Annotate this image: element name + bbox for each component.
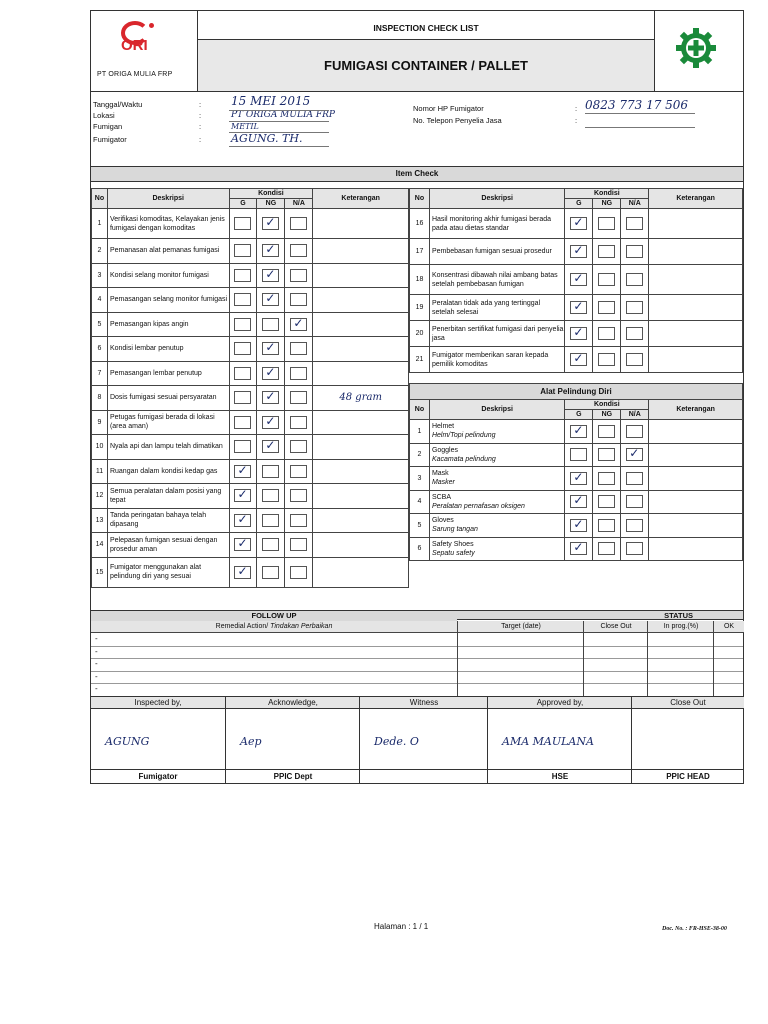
condition-not-good-checked-checkbox[interactable] (262, 440, 279, 453)
row-description-en: Goggles (431, 446, 459, 454)
row-description: Fumigator memberikan saran kepada pemilik komoditas (429, 347, 565, 373)
condition-not-good-checked-checkbox[interactable] (262, 217, 279, 230)
condition-not-good-checkbox[interactable] (262, 489, 279, 502)
condition-not-good-checkbox[interactable] (598, 273, 615, 286)
condition-not-good-checked-checkbox[interactable] (262, 293, 279, 306)
col-ket: Keterangan (313, 189, 409, 209)
condition-good-checkbox[interactable] (234, 244, 251, 257)
signature-box (359, 697, 488, 783)
row-number: 11 (92, 459, 108, 484)
remedial-label-id: Tindakan Perbaikan (270, 623, 333, 630)
page-title: FUMIGASI CONTAINER / PALLET (198, 40, 654, 91)
condition-good-checked-checkbox[interactable] (570, 425, 587, 438)
ok-header: OK (713, 621, 744, 633)
condition-na-checkbox[interactable] (626, 519, 643, 532)
fumigant-value: METIL (231, 122, 259, 131)
row-description: Verifikasi komoditas, Kelayakan jenis fumigasi dengan komoditas (107, 209, 229, 239)
row-remark (313, 557, 409, 587)
condition-na-checkbox[interactable] (626, 353, 643, 366)
row-number: 5 (410, 514, 430, 538)
condition-not-good-checkbox[interactable] (598, 542, 615, 555)
table-row (410, 514, 743, 538)
condition-not-good-checkbox[interactable] (598, 245, 615, 258)
condition-na-checkbox[interactable] (290, 566, 307, 579)
row-remark (313, 361, 409, 386)
row-description: Petugas fumigasi berada di lokasi (area aman) (107, 410, 229, 435)
row-description-id: Helm/Topi pelindung (431, 432, 496, 440)
apd-col-na: N/A (621, 410, 649, 420)
signature-role: Close Out (632, 697, 744, 709)
table-row (410, 420, 743, 444)
row-remark (649, 420, 743, 444)
table-row (410, 209, 743, 239)
row-number: 6 (410, 537, 430, 561)
table-row (92, 209, 409, 239)
row-description: Pemanasan alat pemanas fumigasi (107, 239, 229, 264)
table-row (410, 467, 743, 491)
row-remark (649, 443, 743, 467)
row-remark (313, 508, 409, 533)
col-na: N/A (621, 199, 649, 209)
apd-col-kondisi: Kondisi (565, 400, 649, 410)
apd-col-desc: Deskripsi (429, 400, 564, 420)
row-description-en: Mask (431, 470, 449, 478)
info-label-date: Tanggal/Waktu (93, 100, 143, 109)
row-description: Pemasangan selang monitor fumigasi (107, 288, 229, 313)
condition-good-checkbox[interactable] (234, 367, 251, 380)
follow-up-row (91, 658, 743, 672)
condition-good-checkbox[interactable] (234, 318, 251, 331)
signature-section (91, 696, 743, 783)
location-value: PT ORIGA MULIA FRP (231, 110, 335, 120)
row-number: 10 (92, 435, 108, 460)
table-row (92, 459, 409, 484)
col-g: G (565, 199, 593, 209)
row-description: Dosis fumigasi sesuai persyaratan (107, 386, 229, 411)
row-remark (313, 337, 409, 362)
table-row (92, 410, 409, 435)
row-description: Fumigator menggunakan alat pelindung diri yang sesuai (107, 557, 229, 587)
table-row (410, 443, 743, 467)
row-remark (313, 410, 409, 435)
condition-not-good-checkbox[interactable] (262, 318, 279, 331)
row-number: 9 (92, 410, 108, 435)
condition-good-checked-checkbox[interactable] (570, 495, 587, 508)
col-desc: Deskripsi (429, 189, 565, 209)
row-description: Tanda peringatan bahaya telah dipasang (107, 508, 229, 533)
condition-na-checkbox[interactable] (290, 489, 307, 502)
row-number: 14 (92, 533, 108, 558)
follow-up-row (91, 646, 743, 660)
row-number: 7 (92, 361, 108, 386)
table-row (410, 537, 743, 561)
follow-up-section (91, 610, 743, 696)
condition-good-checked-checkbox[interactable] (234, 465, 251, 478)
col-g: G (229, 199, 257, 209)
condition-good-checkbox[interactable] (234, 269, 251, 282)
row-remark (649, 321, 743, 347)
row-number: 15 (92, 557, 108, 587)
row-number: 4 (92, 288, 108, 313)
condition-na-checkbox[interactable] (626, 301, 643, 314)
safety-gear-cross-icon (675, 27, 717, 69)
date-value: 15 MEI 2015 (231, 94, 311, 108)
row-description (429, 537, 564, 561)
row-description: Pembebasan fumigan sesuai prosedur (429, 239, 565, 265)
signature-box (91, 697, 225, 783)
row-number: 17 (410, 239, 430, 265)
table-row (410, 295, 743, 321)
info-label-phone-fumigator: Nomor HP Fumigator (413, 104, 484, 113)
signature-handwritten: AGUNG (105, 735, 150, 748)
in-prog-header: In prog.(%) (647, 621, 714, 633)
condition-na-checkbox[interactable] (290, 440, 307, 453)
row-remark (649, 239, 743, 265)
row-remark (313, 533, 409, 558)
row-description-en: Helmet (431, 423, 455, 431)
col-ng: NG (257, 199, 285, 209)
condition-not-good-checkbox[interactable] (598, 301, 615, 314)
table-row (92, 484, 409, 509)
col-kondisi: Kondisi (229, 189, 313, 199)
follow-up-row (91, 633, 743, 647)
signature-box (487, 697, 632, 783)
row-number: 6 (92, 337, 108, 362)
condition-not-good-checkbox[interactable] (262, 538, 279, 551)
row-number: 18 (410, 265, 430, 295)
signature-handwritten: Aep (240, 735, 262, 748)
condition-good-checkbox[interactable] (234, 391, 251, 404)
row-remark (313, 209, 409, 239)
table-row (92, 361, 409, 386)
condition-not-good-checked-checkbox[interactable] (262, 269, 279, 282)
table-row (92, 337, 409, 362)
condition-good-checkbox[interactable] (570, 448, 587, 461)
condition-na-checkbox[interactable] (290, 416, 307, 429)
target-header: Target (date) (457, 621, 584, 633)
table-row (92, 312, 409, 337)
row-description: Pemasangan lembar penutup (107, 361, 229, 386)
follow-up-row-dash: - (95, 684, 98, 693)
title-block (198, 11, 654, 91)
signature-role: Approved by, (488, 697, 632, 709)
condition-na-checked-checkbox[interactable] (290, 318, 307, 331)
condition-good-checked-checkbox[interactable] (234, 566, 251, 579)
condition-not-good-checked-checkbox[interactable] (262, 367, 279, 380)
signature-title: Fumigator (91, 769, 225, 783)
col-no: No (92, 189, 108, 209)
row-number: 2 (92, 239, 108, 264)
close-out-header: Close Out (583, 621, 648, 633)
condition-na-checkbox[interactable] (626, 217, 643, 230)
condition-good-checked-checkbox[interactable] (570, 353, 587, 366)
row-remark (649, 537, 743, 561)
signature-title (360, 769, 488, 783)
follow-up-row-dash: - (95, 659, 98, 668)
item-check-table-left (91, 188, 409, 588)
signature-title: HSE (488, 769, 632, 783)
condition-not-good-checkbox[interactable] (598, 425, 615, 438)
item-check-title: Item Check (91, 166, 743, 182)
page-number: Halaman : 1 / 1 (374, 922, 429, 931)
signature-role: Witness (360, 697, 488, 709)
signature-box (225, 697, 360, 783)
table-row (92, 508, 409, 533)
row-description: Pemasangan kipas angin (107, 312, 229, 337)
row-remark (313, 459, 409, 484)
condition-good-checked-checkbox[interactable] (234, 489, 251, 502)
condition-na-checkbox[interactable] (290, 367, 307, 380)
info-section: Tanggal/Waktu Lokasi Fumigan Fumigator : : : : 15 MEI 2015 PT ORIGA MULIA FRP METIL AGUNG. TH. Nomor HP Fumigator No. Telepon Penyelia Jasa : : 0823 773 17 506 (91, 91, 743, 172)
condition-good-checkbox[interactable] (234, 293, 251, 306)
table-row (92, 263, 409, 288)
condition-good-checked-checkbox[interactable] (570, 245, 587, 258)
condition-na-checkbox[interactable] (626, 273, 643, 286)
condition-na-checkbox[interactable] (290, 538, 307, 551)
signature-role: Acknowledge, (226, 697, 360, 709)
col-kondisi: Kondisi (565, 189, 649, 199)
row-remark (313, 312, 409, 337)
follow-up-title: FOLLOW UP (91, 610, 457, 622)
condition-good-checkbox[interactable] (234, 217, 251, 230)
apd-col-g: G (565, 410, 593, 420)
company-name: PT ORIGA MULIA FRP (97, 71, 173, 78)
remedial-header (91, 621, 457, 633)
row-number: 3 (410, 467, 430, 491)
table-row (410, 490, 743, 514)
company-logo-block (91, 11, 198, 91)
row-description-en: Safety Shoes (431, 540, 474, 548)
row-description: Pelepasan fumigan sesuai dengan prosedur aman (107, 533, 229, 558)
condition-not-good-checkbox[interactable] (598, 448, 615, 461)
follow-up-row-dash: - (95, 634, 98, 643)
ori-logo-dot-icon (149, 23, 154, 28)
condition-good-checkbox[interactable] (234, 440, 251, 453)
condition-na-checkbox[interactable] (290, 465, 307, 478)
follow-up-row (91, 671, 743, 685)
condition-na-checkbox[interactable] (290, 514, 307, 527)
row-remark (649, 467, 743, 491)
row-description-id: Masker (431, 479, 455, 487)
condition-not-good-checkbox[interactable] (262, 514, 279, 527)
table-row (92, 288, 409, 313)
col-ng: NG (593, 199, 621, 209)
row-description: Ruangan dalam kondisi kedap gas (107, 459, 229, 484)
row-remark (649, 514, 743, 538)
col-desc: Deskripsi (107, 189, 229, 209)
signature-role: Inspected by, (91, 697, 225, 709)
table-row (92, 533, 409, 558)
condition-not-good-checkbox[interactable] (598, 519, 615, 532)
table-row (92, 435, 409, 460)
row-description (429, 443, 564, 467)
col-no: No (410, 189, 430, 209)
condition-not-good-checkbox[interactable] (598, 217, 615, 230)
apd-table (409, 383, 743, 561)
table-row (410, 239, 743, 265)
row-number: 21 (410, 347, 430, 373)
col-na: N/A (285, 199, 313, 209)
status-title: STATUS (457, 610, 743, 620)
info-label-location: Lokasi (93, 111, 115, 120)
table-row (92, 557, 409, 587)
condition-not-good-checkbox[interactable] (598, 327, 615, 340)
row-description (429, 467, 564, 491)
row-remark (313, 484, 409, 509)
condition-na-checkbox[interactable] (290, 293, 307, 306)
info-label-phone-supervisor: No. Telepon Penyelia Jasa (413, 116, 502, 125)
row-number: 5 (92, 312, 108, 337)
row-number: 1 (410, 420, 430, 444)
row-description: Peralatan tidak ada yang tertinggal setelah selesai (429, 295, 565, 321)
row-description-en: SCBA (431, 493, 451, 501)
condition-good-checked-checkbox[interactable] (570, 472, 587, 485)
ori-logo-text: ORI (121, 37, 148, 54)
row-description (429, 490, 564, 514)
row-remark (649, 347, 743, 373)
condition-not-good-checkbox[interactable] (598, 495, 615, 508)
condition-na-checkbox[interactable] (626, 245, 643, 258)
follow-up-row (91, 683, 743, 697)
condition-not-good-checkbox[interactable] (262, 566, 279, 579)
row-description (429, 514, 564, 538)
condition-na-checkbox[interactable] (626, 495, 643, 508)
condition-good-checked-checkbox[interactable] (570, 301, 587, 314)
condition-not-good-checked-checkbox[interactable] (262, 244, 279, 257)
row-description-id: Sepatu safety (431, 549, 475, 557)
row-description: Konsentrasi dibawah nilai ambang batas setelah pembebasan fumigan (429, 265, 565, 295)
condition-not-good-checkbox[interactable] (598, 353, 615, 366)
condition-not-good-checked-checkbox[interactable] (262, 416, 279, 429)
condition-good-checkbox[interactable] (234, 416, 251, 429)
remedial-label: Remedial Action/ (215, 623, 269, 630)
row-description: Nyala api dan lampu telah dimatikan (107, 435, 229, 460)
row-remark (313, 288, 409, 313)
row-remark (313, 239, 409, 264)
condition-na-checked-checkbox[interactable] (626, 448, 643, 461)
follow-up-row-dash: - (95, 671, 98, 681)
safety-logo-block (654, 11, 744, 91)
row-description: Kondisi lembar penutup (107, 337, 229, 362)
signature-title: PPIC HEAD (632, 769, 744, 783)
row-description-id: Peralatan pernafasan oksigen (431, 502, 525, 510)
apd-col-ket: Keterangan (649, 400, 743, 420)
table-row (410, 347, 743, 373)
condition-na-checkbox[interactable] (626, 327, 643, 340)
row-number: 2 (410, 443, 430, 467)
row-description: Penerbitan sertifikat fumigasi dari penyelia jasa (429, 321, 565, 347)
signature-title: PPIC Dept (226, 769, 360, 783)
condition-good-checked-checkbox[interactable] (570, 217, 587, 230)
condition-na-checkbox[interactable] (290, 269, 307, 282)
condition-na-checkbox[interactable] (626, 472, 643, 485)
row-number: 12 (92, 484, 108, 509)
row-remark (649, 295, 743, 321)
col-ket: Keterangan (649, 189, 743, 209)
row-number: 19 (410, 295, 430, 321)
row-remark (649, 209, 743, 239)
signature-handwritten: AMA MAULANA (502, 735, 594, 748)
table-row (410, 321, 743, 347)
apd-col-ng: NG (593, 410, 621, 420)
doc-number: Doc. No. : FR-HSE-38-00 (662, 926, 727, 932)
condition-good-checked-checkbox[interactable] (570, 327, 587, 340)
row-description: Hasil monitoring akhir fumigasi berada pada atau dietas standar (429, 209, 565, 239)
item-check-table-right (409, 188, 743, 373)
row-remark (649, 265, 743, 295)
apd-col-no: No (410, 400, 430, 420)
condition-not-good-checked-checkbox[interactable] (262, 342, 279, 355)
condition-not-good-checkbox[interactable] (262, 465, 279, 478)
fumigator-value: AGUNG. TH. (231, 132, 303, 145)
row-number: 16 (410, 209, 430, 239)
row-remark (649, 490, 743, 514)
condition-good-checkbox[interactable] (234, 342, 251, 355)
row-number: 4 (410, 490, 430, 514)
condition-not-good-checked-checkbox[interactable] (262, 391, 279, 404)
condition-not-good-checkbox[interactable] (598, 472, 615, 485)
row-number: 8 (92, 386, 108, 411)
row-number: 13 (92, 508, 108, 533)
row-description-en: Gloves (431, 517, 454, 525)
phone-fumigator-value: 0823 773 17 506 (585, 98, 689, 112)
row-description-id: Kacamata pelindung (431, 455, 496, 463)
apd-title: Alat Pelindung Diri (410, 384, 743, 400)
table-row (92, 239, 409, 264)
checklist-sheet (90, 10, 744, 784)
condition-na-checkbox[interactable] (290, 217, 307, 230)
condition-na-checkbox[interactable] (626, 425, 643, 438)
row-number: 1 (92, 209, 108, 239)
row-remark: 48 gram (313, 386, 409, 411)
condition-na-checkbox[interactable] (290, 391, 307, 404)
row-remark (313, 435, 409, 460)
follow-up-row-dash: - (95, 646, 98, 656)
info-label-fumigator: Fumigator (93, 135, 127, 144)
doc-type: INSPECTION CHECK LIST (198, 17, 654, 40)
row-description-id: Sarung tangan (431, 526, 478, 534)
condition-na-checkbox[interactable] (626, 542, 643, 555)
condition-good-checked-checkbox[interactable] (234, 514, 251, 527)
table-row (92, 386, 409, 411)
row-description (429, 420, 564, 444)
row-description: Kondisi selang monitor fumigasi (107, 263, 229, 288)
condition-good-checked-checkbox[interactable] (570, 542, 587, 555)
condition-good-checked-checkbox[interactable] (570, 273, 587, 286)
condition-na-checkbox[interactable] (290, 244, 307, 257)
table-row (410, 265, 743, 295)
row-number: 20 (410, 321, 430, 347)
condition-good-checked-checkbox[interactable] (570, 519, 587, 532)
condition-good-checked-checkbox[interactable] (234, 538, 251, 551)
row-number: 3 (92, 263, 108, 288)
row-remark (313, 263, 409, 288)
condition-na-checkbox[interactable] (290, 342, 307, 355)
signature-box (631, 697, 744, 783)
signature-handwritten: Dede. O (374, 735, 419, 748)
row-description: Semua peralatan dalam posisi yang tepat (107, 484, 229, 509)
info-label-fumigant: Fumigan (93, 122, 123, 131)
